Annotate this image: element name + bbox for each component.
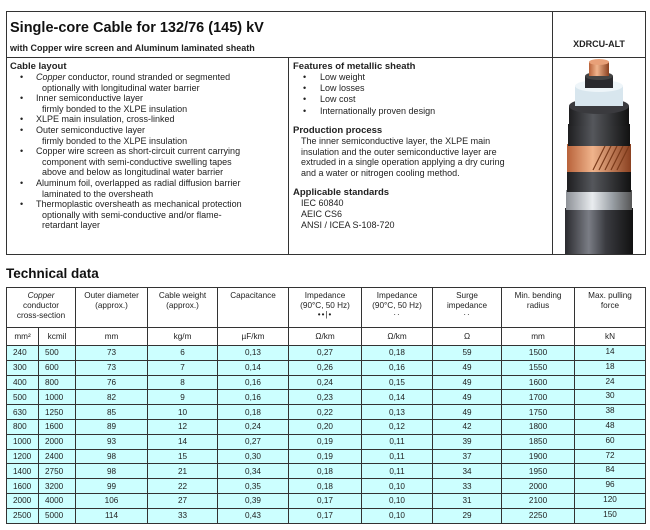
title-cell [7,12,553,58]
cell-weight: 15 [148,449,218,464]
features-list [293,72,552,117]
header-text: Capacitance [230,291,276,300]
cell-outer-diameter: 82 [76,390,148,405]
cell-pulling-force: 14 [575,346,646,361]
list-item: • Internationally proven design [293,106,552,117]
cell-weight: 12 [148,419,218,434]
cell-bending-radius: 1550 [502,360,575,375]
cell-impedance-2: 0,11 [362,464,433,479]
cell-mm2: 1000 [7,434,39,449]
cell-impedance-1: 0,17 [289,493,362,508]
cell-pulling-force: 18 [575,360,646,375]
cell-impedance-1: 0,18 [289,464,362,479]
cell-surge: 59 [433,346,502,361]
header-text: Impedance [376,291,418,300]
cell-mm2: 1400 [7,464,39,479]
cell-impedance-2: 0,10 [362,508,433,523]
cell-pulling-force: 96 [575,479,646,494]
table-row [7,419,646,434]
text-line: extruded in a single operation applying a dry curing [301,157,505,168]
cell-kcmil: 2000 [39,434,76,449]
cell-capacitance: 0,18 [218,405,289,420]
cable-cross-section-image [553,58,645,254]
table-row [7,434,646,449]
cell-bending-radius: 1800 [502,419,575,434]
cell-impedance-1: 0,24 [289,375,362,390]
header-text: radius [526,301,550,310]
header-text: force [600,301,620,310]
header-text: (approx.) [95,301,128,310]
cell-kcmil: 2400 [39,449,76,464]
cell-bending-radius: 2100 [502,493,575,508]
cell-weight: 8 [148,375,218,390]
cell-surge: 49 [433,405,502,420]
item-italic-word: Copper [36,72,66,82]
cell-mm2: 800 [7,419,39,434]
header-impedance-1 [289,288,362,328]
cell-bending-radius: 1600 [502,375,575,390]
model-code: XDRCU-ALT [573,39,625,49]
cell-mm2: 240 [7,346,39,361]
cell-weight: 22 [148,479,218,494]
cell-pulling-force: 30 [575,390,646,405]
header-impedance-2 [362,288,433,328]
table-row [7,405,646,420]
cell-surge: 42 [433,419,502,434]
header-row [7,288,646,328]
header-text: Cable weight [158,291,207,300]
item-line: retardant layer [42,220,101,231]
header-surge-impedance [433,288,502,328]
cell-outer-diameter: 99 [76,479,148,494]
cell-bending-radius: 2250 [502,508,575,523]
cell-impedance-1: 0,26 [289,360,362,375]
header-text: Surge [456,291,478,300]
item-line: firmly bonded to the XLPE insulation [42,135,188,146]
list-item: • Low cost [293,94,552,105]
cell-impedance-1: 0,22 [289,405,362,420]
cell-bending-radius: 1900 [502,449,575,464]
header-text: (90°C, 50 Hz) [300,301,350,310]
production-text [293,136,552,179]
cell-pulling-force: 48 [575,419,646,434]
cell-kcmil: 500 [39,346,76,361]
page-title: Single-core Cable for 132/76 (145) kV [10,20,264,36]
cell-weight: 9 [148,390,218,405]
item-line: laminated to the oversheath [42,188,154,199]
cell-outer-diameter: 73 [76,360,148,375]
cell-outer-diameter: 73 [76,346,148,361]
cell-capacitance: 0,35 [218,479,289,494]
list-item [10,178,288,199]
cell-capacitance: 0,34 [218,464,289,479]
cell-surge: 31 [433,493,502,508]
cell-kcmil: 600 [39,360,76,375]
list-item [10,125,288,146]
cell-capacitance: 0,39 [218,493,289,508]
table-row [7,390,646,405]
unit-cell: mm² [7,328,39,346]
item-line: • Outer semiconductive layer [36,124,146,135]
cable-layout-list [10,72,288,231]
standard-item: AEIC CS6 [301,208,343,219]
unit-cell: µF/km [218,328,289,346]
cell-outer-diameter: 98 [76,464,148,479]
header-text: Copper [27,291,55,300]
cell-pulling-force: 72 [575,449,646,464]
unit-cell: Ω/km [362,328,433,346]
page-subtitle: with Copper wire screen and Aluminum laminated sheath [10,43,255,53]
standards-list [293,198,552,230]
header-outer-diameter [76,288,148,328]
cell-pulling-force: 60 [575,434,646,449]
list-item [10,93,288,114]
item-line: conductor, round stranded or segmented [65,72,231,82]
cell-capacitance: 0,24 [218,419,289,434]
cell-pulling-force: 24 [575,375,646,390]
list-item [10,146,288,178]
cell-impedance-2: 0,18 [362,346,433,361]
cell-impedance-2: 0,12 [362,419,433,434]
text-line: and a water or nitrogen cooling method. [301,168,460,179]
cell-outer-diameter: 98 [76,449,148,464]
header-bending-radius [502,288,575,328]
unit-cell: Ω/km [289,328,362,346]
cell-mm2: 2000 [7,493,39,508]
cell-capacitance: 0,16 [218,375,289,390]
technical-data-body [7,346,646,524]
cable-layout-heading: Cable layout [10,61,67,72]
cell-capacitance: 0,16 [218,390,289,405]
cell-bending-radius: 1750 [502,405,575,420]
table-row [7,449,646,464]
unit-cell: kg/m [148,328,218,346]
cell-outer-diameter: 93 [76,434,148,449]
cell-pulling-force: 38 [575,405,646,420]
header-capacitance [218,288,289,328]
header-cable-weight [148,288,218,328]
cell-impedance-1: 0,18 [289,479,362,494]
text-line: insulation and the outer semiconductive layer are [301,146,497,157]
item-line: • Inner semiconductive layer [36,93,144,104]
table-row [7,493,646,508]
cell-outer-diameter: 85 [76,405,148,420]
cell-kcmil: 2750 [39,464,76,479]
unit-cell: mm [76,328,148,346]
cell-weight: 14 [148,434,218,449]
list-item [10,114,288,125]
impedance-symbol-icon: ••|• [317,310,333,319]
cell-pulling-force: 84 [575,464,646,479]
cell-capacitance: 0,43 [218,508,289,523]
cell-mm2: 400 [7,375,39,390]
cell-surge: 29 [433,508,502,523]
cell-weight: 21 [148,464,218,479]
cell-impedance-2: 0,16 [362,360,433,375]
cell-kcmil: 3200 [39,479,76,494]
header-text: cross-section [16,311,66,320]
unit-cell: Ω [433,328,502,346]
cell-impedance-1: 0,27 [289,346,362,361]
list-item: • Low losses [293,83,552,94]
cell-weight: 7 [148,360,218,375]
item-line: above and below as longitudinal water barrier [42,167,224,178]
table-row [7,479,646,494]
cell-bending-radius: 1700 [502,390,575,405]
technical-data-table-wrap [6,287,646,530]
technical-data-heading: Technical data [6,266,99,281]
cell-mm2: 630 [7,405,39,420]
unit-cell: mm [502,328,575,346]
header-text: (90°C, 50 Hz) [372,301,422,310]
table-row [7,346,646,361]
standards-heading: Applicable standards [293,187,390,198]
header-text: Max. pulling [588,291,632,300]
header-text: (approx.) [166,301,199,310]
cable-layout-section [7,58,289,254]
cell-mm2: 300 [7,360,39,375]
datasheet-header-box [6,11,646,255]
cell-weight: 33 [148,508,218,523]
cell-impedance-1: 0,23 [289,390,362,405]
list-item [10,199,288,231]
cell-mm2: 1600 [7,479,39,494]
item-line: • Thermoplastic oversheath as mechanical protection [36,199,242,210]
cell-bending-radius: 2000 [502,479,575,494]
cell-surge: 49 [433,390,502,405]
cell-impedance-2: 0,10 [362,479,433,494]
header-text: Min. bending [514,291,562,300]
cell-outer-diameter: 89 [76,419,148,434]
cell-bending-radius: 1950 [502,464,575,479]
table-row [7,375,646,390]
cell-capacitance: 0,30 [218,449,289,464]
header-text: impedance [446,301,488,310]
cell-impedance-2: 0,11 [362,449,433,464]
cell-surge: 37 [433,449,502,464]
cell-weight: 6 [148,346,218,361]
features-section [289,58,553,254]
item-line: optionally with semi-conductive and/or flame- [42,209,222,220]
cell-capacitance: 0,13 [218,346,289,361]
text-line: The inner semiconductive layer, the XLPE main [301,135,491,146]
cell-weight: 27 [148,493,218,508]
list-item [10,72,288,93]
header-pulling-force [575,288,646,328]
cell-surge: 39 [433,434,502,449]
cell-bending-radius: 1500 [502,346,575,361]
cell-surge: 34 [433,464,502,479]
unit-cell: kN [575,328,646,346]
cell-mm2: 1200 [7,449,39,464]
item-line: • Copper wire screen as short-circuit current carrying [36,146,241,157]
surge-symbol-icon: ·· [463,310,471,319]
table-row [7,360,646,375]
cell-pulling-force: 120 [575,493,646,508]
cell-surge: 49 [433,360,502,375]
header-text: Outer diameter [84,291,139,300]
item-line: component with semi-conductive swelling tapes [42,156,232,167]
cell-impedance-1: 0,19 [289,449,362,464]
cell-kcmil: 1000 [39,390,76,405]
technical-data-table [6,287,646,524]
standard-item: ANSI / ICEA S-108-720 [301,219,395,230]
model-cell [553,12,645,58]
cell-pulling-force: 150 [575,508,646,523]
header-text: conductor [23,301,59,310]
cell-capacitance: 0,27 [218,434,289,449]
item-line: firmly bonded to the XLPE insulation [42,103,188,114]
table-row [7,508,646,523]
cell-kcmil: 1600 [39,419,76,434]
cell-kcmil: 5000 [39,508,76,523]
cell-capacitance: 0,14 [218,360,289,375]
cable-illustration [553,58,645,254]
item-line: optionally with longitudinal water barrier [42,82,200,93]
header-text: Impedance [304,291,346,300]
units-row [7,328,646,346]
cell-kcmil: 800 [39,375,76,390]
cell-bending-radius: 1850 [502,434,575,449]
cell-impedance-2: 0,11 [362,434,433,449]
cell-impedance-1: 0,19 [289,434,362,449]
cell-impedance-2: 0,10 [362,493,433,508]
cell-mm2: 500 [7,390,39,405]
item-line: • Aluminum foil, overlapped as radial diffusion barrier [36,177,241,188]
cell-outer-diameter: 106 [76,493,148,508]
standard-item: IEC 60840 [301,198,344,208]
cell-impedance-2: 0,14 [362,390,433,405]
cell-surge: 33 [433,479,502,494]
cell-mm2: 2500 [7,508,39,523]
production-heading: Production process [293,124,383,136]
cell-impedance-1: 0,17 [289,508,362,523]
cell-outer-diameter: 114 [76,508,148,523]
cell-surge: 49 [433,375,502,390]
impedance-symbol-icon: ·· [393,310,401,319]
cell-impedance-1: 0,20 [289,419,362,434]
cell-weight: 10 [148,405,218,420]
cell-kcmil: 4000 [39,493,76,508]
header-conductor [7,288,76,328]
unit-cell: kcmil [39,328,76,346]
table-row [7,464,646,479]
cell-outer-diameter: 76 [76,375,148,390]
features-heading: Features of metallic sheath [293,61,416,72]
item-line: • XLPE main insulation, cross-linked [36,114,175,125]
cell-kcmil: 1250 [39,405,76,420]
list-item: • Low weight [293,72,552,83]
cell-impedance-2: 0,15 [362,375,433,390]
cell-impedance-2: 0,13 [362,405,433,420]
